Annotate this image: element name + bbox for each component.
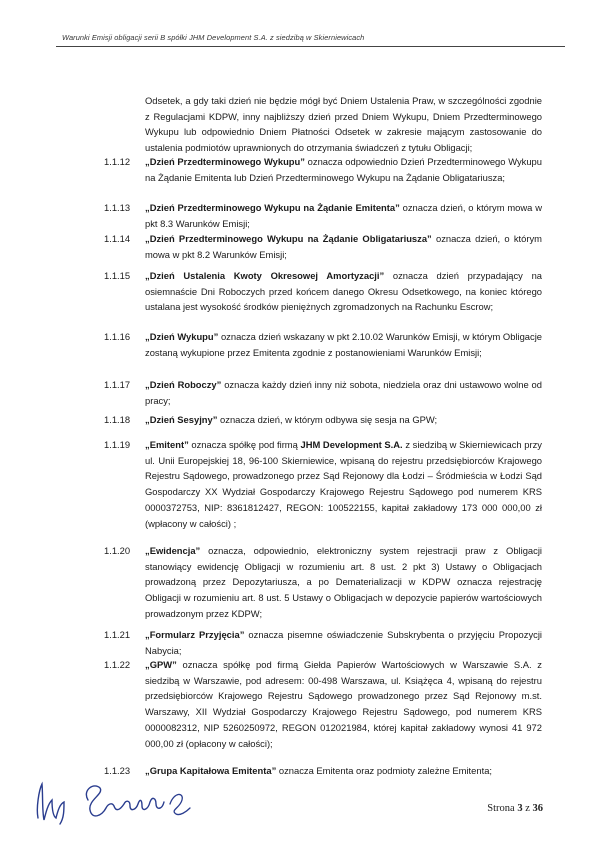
definition-term: „Ewidencja” <box>145 545 201 556</box>
definition-term: „Emitent” <box>145 439 189 450</box>
definition-term: „Dzień Ustalenia Kwoty Okresowej Amortyzacji” <box>145 270 385 281</box>
definition-term: „Dzień Roboczy” <box>145 379 222 390</box>
definition-number: 1.1.12 <box>104 156 131 167</box>
definition-text <box>145 627 542 658</box>
definition-description: oznacza spółkę pod firmą Giełda Papierów Wartościowych w Warszawie S.A. z siedzibą w Warszawie, pod adresem: 00-498 Warszawa, ul. Książęca 4, wpisaną do rejestru przedsiębiorców Krajowego Rejestru Sądowego prowadzonego przez Sąd Rejonowy m.st. Warszawy, XII Wydział Gospodarczy Krajowego Rejestru Sądowego, pod numerem KRS 0000082312, NIP 5260250972, REGON 012021984, której kapitał zakładowy wynosi 41 972 000,00 zł (opłacony w całości); <box>145 659 542 749</box>
definition-term: „Dzień Wykupu” <box>145 331 219 342</box>
definition-term: „Dzień Przedterminowego Wykupu na Żądanie Obligatariusza” <box>145 233 432 244</box>
header-divider <box>56 46 565 47</box>
definition-number: 1.1.21 <box>104 629 131 640</box>
definition-term: „Grupa Kapitałowa Emitenta” <box>145 765 277 776</box>
definition-description: oznacza spółkę pod firmą JHM Development S.A. z siedzibą w Skierniewicach przy ul. Unii Europejskiej 18, 96-100 Skierniewice, wpisaną do rejestru przedsiębiorców Krajowego Rejestru Sądowego, prowadzonego przez Sąd Rejonowy dla Łodzi – Śródmieścia w Łodzi Sąd Gospodarczy XX Wydział Gospodarczy Krajowego Rejestru Sądowego pod numerem KRS 0000372753, NIP: 8361812427, REGON: 100522155, kapitał zakładowy 173 000 000,00 zł (wpłacony w całości) ; <box>145 439 542 529</box>
definition-text <box>145 200 542 231</box>
definition-number: 1.1.20 <box>104 545 131 556</box>
definition-text <box>145 231 542 262</box>
definition-description: oznacza dzień przypadający na osiemnaście Dni Roboczych przed końcem danego Okresu Odsetkowego, na koniec którego ustalana jest wysokość środków pieniężnych zgromadzonych na Rachunku Escrow; <box>145 270 542 313</box>
definition-number: 1.1.15 <box>104 270 131 281</box>
definition-number: 1.1.19 <box>104 439 131 450</box>
definition-text <box>145 329 542 360</box>
definition-term: „Formularz Przyjęcia” <box>145 629 245 640</box>
definition-text <box>145 154 542 185</box>
running-header: Warunki Emisji obligacji serii B spółki JHM Development S.A. z siedzibą w Skierniewicach <box>62 33 365 42</box>
definition-text <box>145 268 542 315</box>
definition-number: 1.1.22 <box>104 659 131 670</box>
definition-number: 1.1.16 <box>104 331 131 342</box>
definition-number: 1.1.23 <box>104 765 131 776</box>
total-pages: 36 <box>532 803 543 814</box>
page-label: Strona <box>487 803 515 814</box>
definition-term: „Dzień Przedterminowego Wykupu na Żądanie Emitenta” <box>145 202 400 213</box>
definition-text <box>145 763 542 779</box>
definition-text <box>145 657 542 751</box>
definition-text <box>145 543 542 622</box>
definition-description: oznacza pisemne oświadczenie Subskrybenta o przyjęciu Propozycji Nabycia; <box>145 629 543 656</box>
definition-number: 1.1.14 <box>104 233 131 244</box>
definition-term: „Dzień Przedterminowego Wykupu” <box>145 156 305 167</box>
definition-text <box>145 377 542 408</box>
intro-paragraph: Odsetek, a gdy taki dzień nie będzie mógł być Dniem Ustalenia Praw, w szczególności zgodnie z Regulacjami KDPW, inny najbliższy dzień przed Dniem Wykupu, Dniem Przedterminowego Wykupu lub odpowiednio Dniem Płatności Odsetek w zakresie mającym zastosowanie do ustalenia podmiotów uprawnionych do otrzymania świadczeń z tytułu Obligacji; <box>145 95 542 154</box>
definition-number: 1.1.13 <box>104 202 131 213</box>
definition-number: 1.1.18 <box>104 414 131 425</box>
definition-description: oznacza dzień, o którym mowa w pkt 8.2 Warunków Emisji; <box>145 233 542 260</box>
page-number <box>487 803 543 814</box>
page-separator: z <box>525 803 530 814</box>
definition-description: oznacza każdy dzień inny niż sobota, niedziela oraz dni ustawowo wolne od pracy; <box>145 379 542 406</box>
definition-text <box>145 412 542 428</box>
definition-term: „GPW” <box>145 659 177 670</box>
definition-description: oznacza dzień wskazany w pkt 2.10.02 Warunków Emisji, w którym Obligacje zostaną wykupione przez Emitenta zgodnie z postanowieniami Warunków Emisji; <box>145 331 542 358</box>
definition-description: oznacza dzień, w którym odbywa się sesja na GPW; <box>217 414 438 425</box>
company-name: JHM Development S.A. <box>300 439 403 450</box>
current-page: 3 <box>517 803 523 814</box>
definition-description: oznacza dzień, o którym mowa w pkt 8.3 Warunków Emisji; <box>145 202 543 229</box>
definition-number: 1.1.17 <box>104 379 131 390</box>
definition-description: oznacza Emitenta oraz podmioty zależne Emitenta; <box>276 765 493 776</box>
handwritten-signature <box>30 770 200 830</box>
definition-text <box>145 437 542 531</box>
definition-description: oznacza odpowiednio Dzień Przedterminowego Wykupu na Żądanie Emitenta lub Dzień Przedterminowego Wykupu na Żądanie Obligatariusza; <box>145 156 542 183</box>
definition-term: „Dzień Sesyjny” <box>145 414 218 425</box>
definition-description: oznacza, odpowiednio, elektroniczny system rejestracji praw z Obligacji stanowiący ewidencję Obligacji w rozumieniu art. 8 ust. 2 pkt 3) Ustawy o Obligacjach prowadzoną przez Depozytariusza, a po Dematerializacji w KDPW oznacza rejestrację Obligacji w rozumieniu art. 8 ust. 5 Ustawy o Obligacjach w depozycie papierów wartościowych prowadzonym przez KDPW; <box>145 545 542 619</box>
